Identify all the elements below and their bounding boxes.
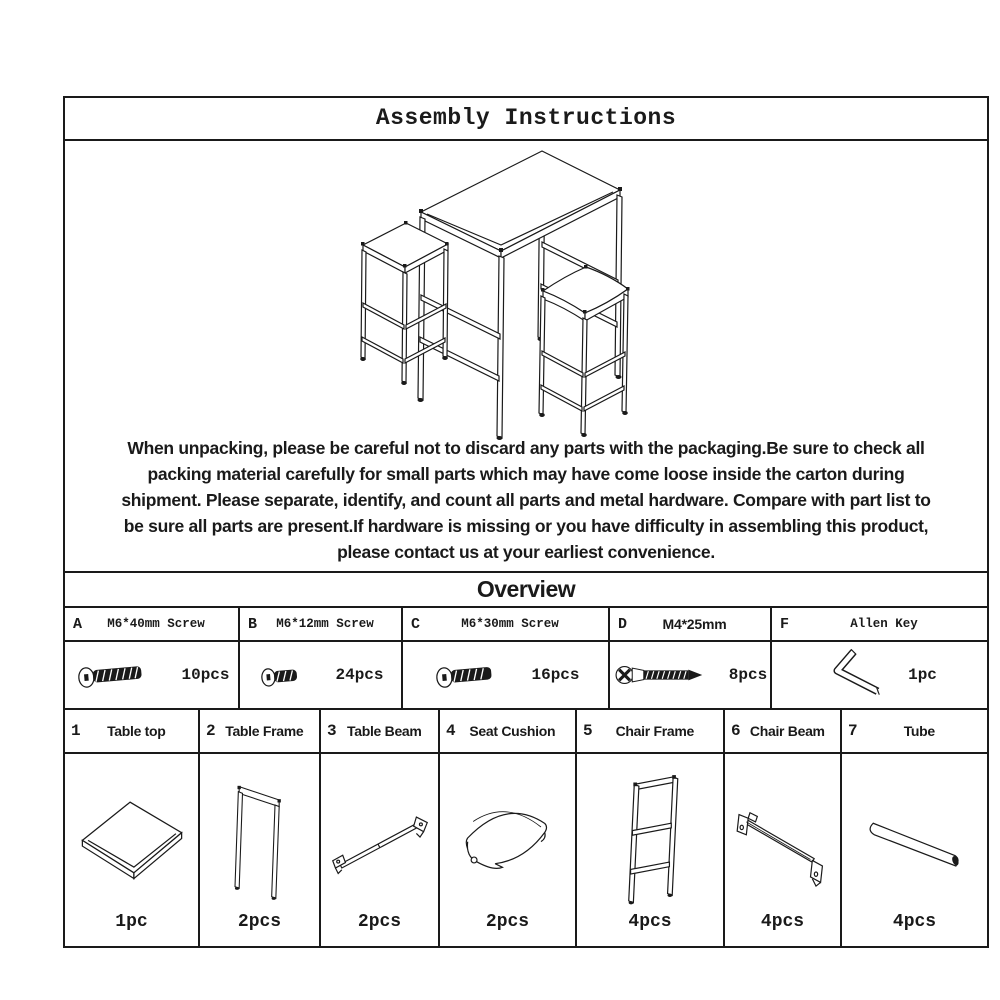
part-header-2 [198,710,319,752]
hardware-header-c [401,608,608,640]
hex-bolt-short-icon [257,654,319,696]
hardware-id: A [73,615,83,633]
part-number: 4 [446,722,456,741]
hardware-id: C [411,615,421,633]
hardware-qty: 24pcs [335,666,384,685]
part-header-7 [840,710,987,752]
hardware-id: F [780,615,790,633]
parts-header-row [65,708,987,752]
part-header-6 [723,710,840,752]
part-qty: 2pcs [485,911,530,932]
part-header-1 [65,710,198,752]
hardware-item-d [608,642,770,708]
part-header-4 [438,710,575,752]
part-name: Seat Cushion [469,723,556,740]
hardware-name: M6*30mm Screw [461,617,559,632]
main-section [65,141,987,571]
instruction-sheet [63,96,989,948]
hardware-item-a [65,642,238,708]
part-item-table-frame [198,754,319,946]
part-name: Table top [107,723,166,740]
part-qty: 1pc [115,911,148,932]
title-band [65,98,987,141]
part-number: 6 [731,722,741,741]
seat-cushion-icon [450,783,566,893]
part-item-chair-beam [723,754,840,946]
hardware-header-b [238,608,401,640]
chair-beam-icon [728,785,838,890]
overview-heading: Overview [476,576,576,603]
part-number: 2 [206,722,216,741]
table-frame-icon [210,775,310,900]
hardware-qty: 1pc [908,666,937,685]
part-name: Table Frame [225,723,304,740]
part-name: Chair Beam [749,723,825,740]
overview-band [65,571,987,606]
hardware-id: B [248,615,258,633]
part-item-tube [840,754,987,946]
phillips-screw-icon [613,657,713,693]
part-item-seat-cushion [438,754,575,946]
notice-line-2: packing material carefully for small parts which may have come loose inside the carton during [147,463,905,484]
page-title: Assembly Instructions [375,105,677,132]
chair-frame-icon [599,764,701,912]
hardware-header-f [770,608,987,640]
part-number: 7 [848,722,858,741]
part-qty: 2pcs [237,911,282,932]
allen-key-icon [822,645,892,705]
part-qty: 4pcs [760,911,805,932]
part-item-table-top [65,754,198,946]
part-qty: 2pcs [357,911,402,932]
hardware-qty: 10pcs [181,666,230,685]
hardware-header-row [65,606,987,640]
hardware-item-f [770,642,987,708]
part-name: Tube [903,723,935,740]
hardware-id: D [618,615,628,633]
part-name: Table Beam [347,723,422,740]
hardware-qty: 8pcs [728,666,768,685]
tube-icon [856,790,974,885]
hardware-name: M4*25mm [662,616,727,633]
hardware-item-b [238,642,401,708]
hardware-header-d [608,608,770,640]
part-header-5 [575,710,723,752]
hardware-item-c [401,642,608,708]
hardware-qty: 16pcs [531,666,580,685]
hex-bolt-medium-icon [431,654,515,696]
part-number: 5 [583,722,593,741]
part-number: 3 [327,722,337,741]
unpacking-notice [85,435,967,565]
hardware-body-row [65,640,987,708]
part-item-table-beam [319,754,438,946]
part-qty: 4pcs [628,911,672,932]
bar-table-set-illustration [337,147,647,447]
notice-line-1: When unpacking, please be careful not to discard any parts with the packaging.Be sure to check all [127,437,925,458]
part-number: 1 [71,722,81,741]
table-top-icon [73,785,191,890]
hardware-name: M6*12mm Screw [276,617,374,632]
hardware-name: M6*40mm Screw [107,617,205,632]
notice-line-5: please contact us at your earliest convenience. [337,541,715,562]
hex-bolt-long-icon [73,654,165,696]
part-item-chair-frame [575,754,723,946]
hardware-name: Allen Key [850,617,918,632]
notice-line-3: shipment. Please separate, identify, and count all parts and metal hardware. Compare with part list to [121,489,931,510]
parts-body-row [65,752,987,946]
hardware-header-a [65,608,238,640]
part-name: Chair Frame [615,723,694,740]
part-qty: 4pcs [892,911,937,932]
notice-line-4: be sure all parts are present.If hardware is missing or you have difficulty in assembling this product, [123,515,929,536]
part-header-3 [319,710,438,752]
table-beam-icon [323,788,437,888]
